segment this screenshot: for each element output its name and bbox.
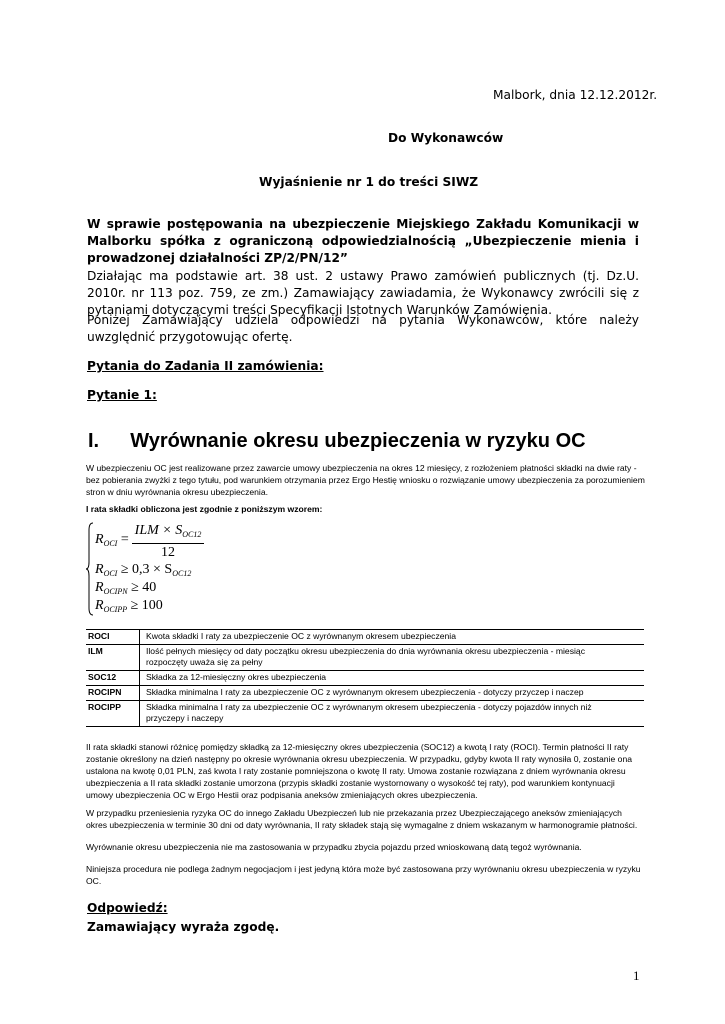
formula-line-2: $R_{OCI} \ge 0,3 \times S_{OC12}$ bbox=[95, 562, 192, 578]
answer-text: Zamawiający wyraża zgodę. bbox=[87, 920, 280, 934]
page-number: 1 bbox=[633, 968, 640, 983]
body-paragraph: W ubezpieczeniu OC jest realizowane przez zawarcie umowy ubezpieczenia na okres 12 miesięcy, z rozłożeniem płatności składki na dwie raty - bez pobierania zwyżki z tego tytułu, pod warunkiem otrzymania przez Ergo Hestię wniosku o rozwiązanie umowy ubezpieczenia za porozumieniem stron w dniu wyrównania okresu ubezpieczenia. bbox=[86, 463, 645, 497]
table-row: ROCIPP Składka minimalna I raty za ubezpieczenie OC z wyrównanym okresem ubezpieczenia - dotyczy pojazdów innych niż przyczepy i naczepy bbox=[86, 701, 644, 727]
date-line: Malbork, dnia 12.12.2012r. bbox=[493, 88, 658, 102]
formula-line-4: $R_{OCIPP} \ge 100$ bbox=[95, 598, 163, 614]
heading-number: I. bbox=[88, 430, 100, 452]
heading-text: Wyrównanie okresu ubezpieczenia w ryzyku OC bbox=[130, 430, 586, 452]
transfer-paragraph: W przypadku przeniesienia ryzyka OC do innego Zakładu Ubezpieczeń lub nie przekazania przez Ubezpieczającego aneksów zmieniających okres ubezpieczenia w terminie 30 dni od daty wyrównania, II raty składek stają się wymagalne z dniem wskazanym w harmonogramie płatności. bbox=[86, 808, 638, 830]
definitions-table bbox=[86, 629, 644, 727]
section-heading bbox=[88, 429, 586, 453]
document-title: Wyjaśnienie nr 1 do treści SIWZ bbox=[259, 175, 479, 189]
formula-intro: I rata składki obliczona jest zgodnie z poniższym wzorem: bbox=[86, 504, 323, 514]
answer-label: Odpowiedź: bbox=[87, 901, 168, 915]
procedure-paragraph: Niniejsza procedura nie podlega żadnym negocjacjom i jest jedyną która może być zastosowana przy wyrównaniu okresu ubezpieczenia w ryzyku OC. bbox=[86, 864, 641, 886]
exclusion-paragraph: Wyrównanie okresu ubezpieczenia nie ma zastosowania w przypadku zbycia pojazdu przed wnioskowaną datą tegoż wyrównania. bbox=[86, 842, 582, 852]
premium-formula bbox=[86, 522, 216, 618]
formula-fraction: ILM × $S_{OC12}$ 12 bbox=[132, 523, 204, 561]
formula-line-3: $R_{OCIPN} \ge 40$ bbox=[95, 580, 157, 596]
installment-paragraph: II rata składki stanowi różnicę pomiędzy składką za 12-miesięczny okres ubezpieczenia (SOC12) a kwotą I raty (ROCI). Termin płatności II raty zostanie określony na dzień następny po okresie wyrównania okresu ubezpieczenia. W przypadku, gdyby kwota II raty wynosiła 0, zostanie ona ustalona na kwotę 0,01 PLN, zaś kwota I raty zostanie pomniejszona o kwotę II raty. Umowa zostanie rozwiązana z dniem wyrównania okresu ubezpieczenia a II rata składki zostanie umorzona (przypis składki zostanie wystornowany o wysokość tej raty), pod warunkiem kontynuacji umowy ubezpieczenia OC w Ergo Hestii oraz podpisania aneksów zmieniających okres ubezpieczenia. bbox=[86, 742, 633, 800]
table-row: ROCIPN Składka minimalna I raty za ubezpieczenie OC z wyrównanym okresem ubezpieczenia - dotyczy przyczep i naczep bbox=[86, 686, 644, 701]
table-row: ILM Ilość pełnych miesięcy od daty początku okresu ubezpieczenia do dnia wyrównania okresu ubezpieczenia - miesiąc rozpoczęty uważa się za pełny bbox=[86, 645, 644, 671]
intro-paragraph-2: Poniżej Zamawiający udziela odpowiedzi na pytania Wykonawców, które należy uwzględnić przygotowując ofertę. bbox=[87, 313, 639, 344]
table-row: ROCI Kwota składki I raty za ubezpieczenie OC z wyrównanym okresem ubezpieczenia bbox=[86, 630, 644, 645]
question-label: Pytanie 1: bbox=[87, 388, 157, 402]
subject-paragraph: W sprawie postępowania na ubezpieczenie Miejskiego Zakładu Komunikacji w Malborku spółka z ograniczoną odpowiedzialnością „Ubezpieczenie mienia i prowadzonej działalności ZP/2/PN/12” bbox=[87, 217, 639, 265]
formula-line-1: $R_{OCI}$ = bbox=[95, 532, 129, 548]
section-label: Pytania do Zadania II zamówienia: bbox=[87, 359, 324, 373]
recipient: Do Wykonawców bbox=[388, 131, 504, 145]
table-row: SOC12 Składka za 12-miesięczny okres ubezpieczenia bbox=[86, 671, 644, 686]
brace-icon bbox=[86, 522, 94, 616]
intro-paragraph: Działając ma podstawie art. 38 ust. 2 ustawy Prawo zamówień publicznych (tj. Dz.U. 2010r. nr 113 poz. 759, ze zm.) Zamawiający zawiadamia, że Wykonawcy zwrócili się z pytaniami dotyczącymi treści Specyfikacji Istotnych Warunków Zamówienia. bbox=[87, 269, 639, 317]
